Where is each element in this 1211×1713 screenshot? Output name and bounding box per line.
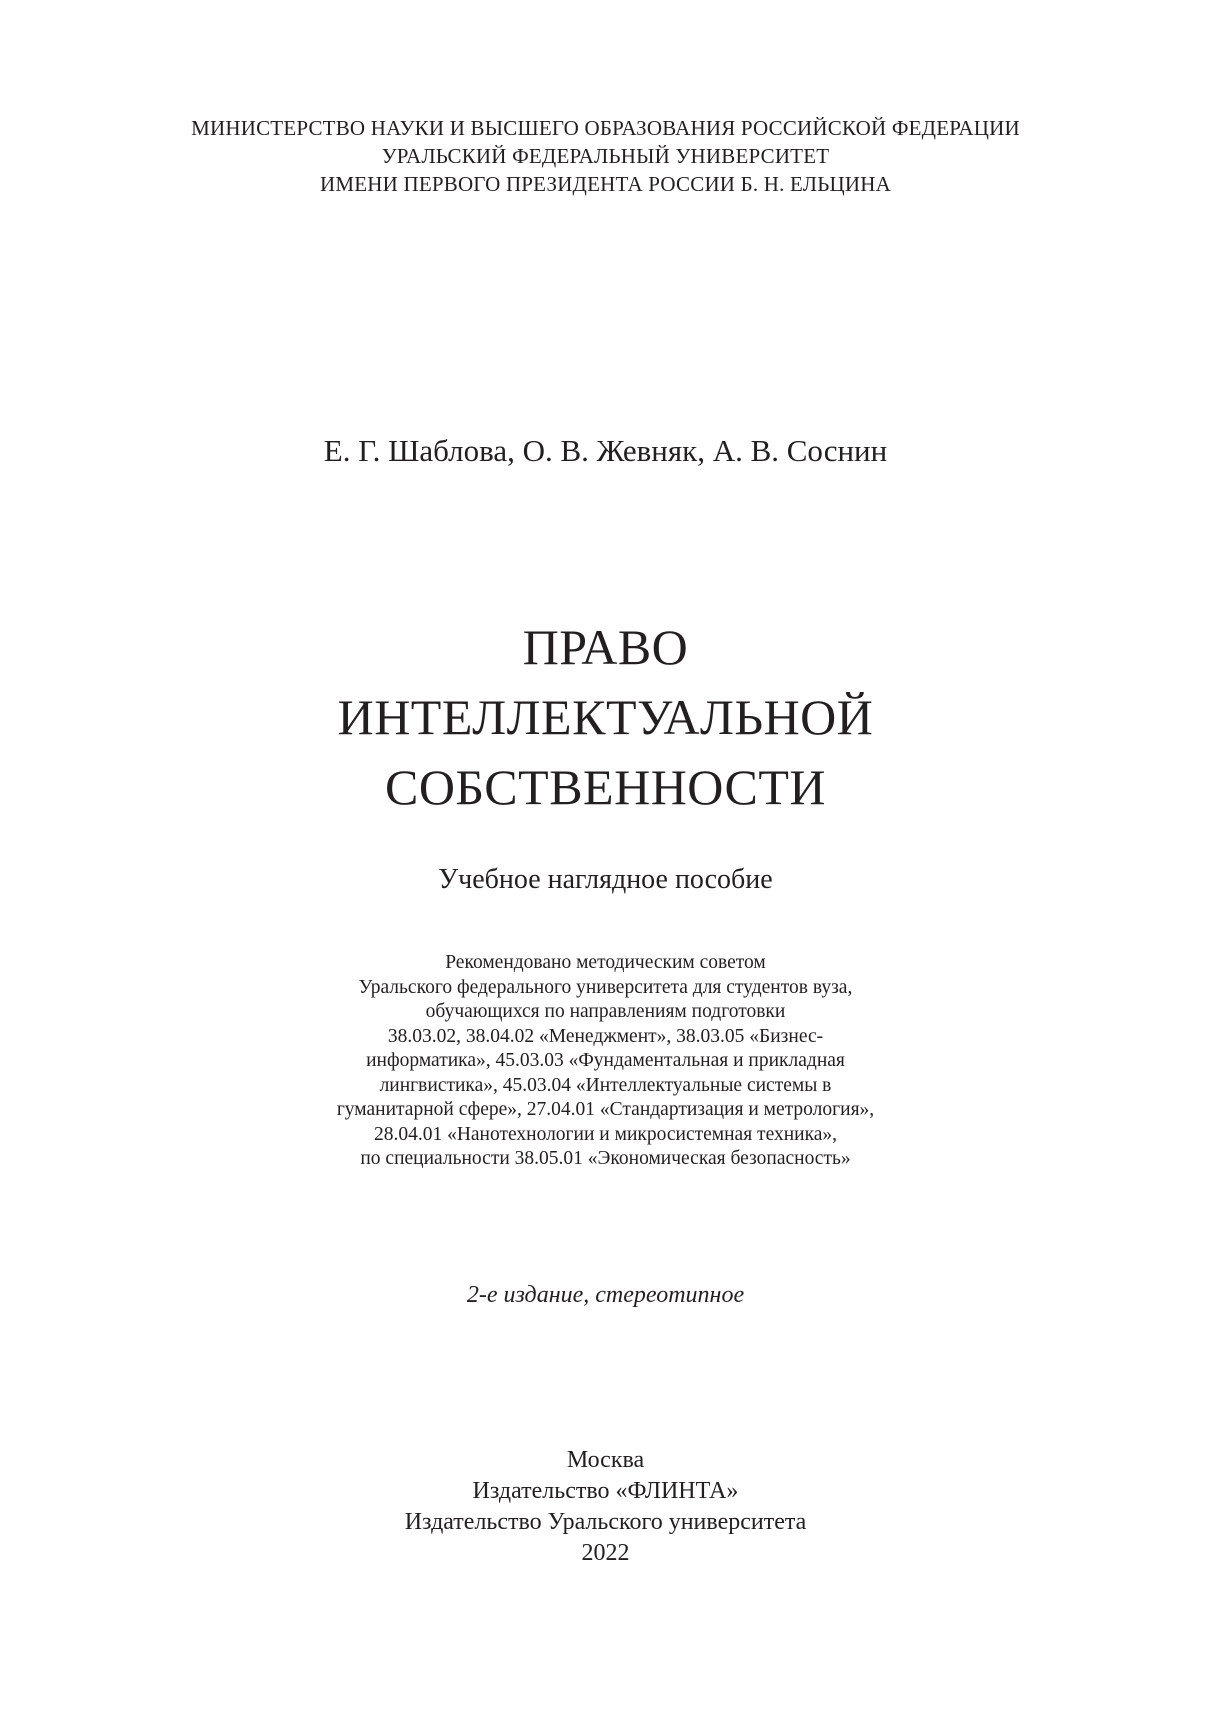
recommendation-line: обучающихся по направлениям подготовки xyxy=(425,1001,786,1022)
header-line-university: УРАЛЬСКИЙ ФЕДЕРАЛЬНЫЙ УНИВЕРСИТЕТ xyxy=(381,144,830,168)
recommendation-line: 28.04.01 «Нанотехнологии и микросистемная техника», xyxy=(373,1123,838,1145)
recommendation-line: лингвистика», 45.03.04 «Интеллектуальные системы в xyxy=(379,1074,832,1096)
authors: Е. Г. Шаблова, О. В. Жевняк, А. В. Соснин xyxy=(323,433,888,468)
imprint xyxy=(0,1445,1211,1569)
imprint-year: 2022 xyxy=(581,1540,630,1566)
imprint-publisher-flinta: Издательство «ФЛИНТА» xyxy=(472,1478,739,1504)
title-line-3: СОБСТВЕННОСТИ xyxy=(384,759,827,815)
header-line-university-named: ИМЕНИ ПЕРВОГО ПРЕЗИДЕНТА РОССИИ Б. Н. ЕЛЬЦИНА xyxy=(320,172,891,196)
recommendation-line: Рекомендовано методическим советом xyxy=(445,952,766,973)
book-title xyxy=(0,612,1211,822)
edition-note: 2-е издание, стереотипное xyxy=(466,1282,745,1308)
title-line-1: ПРАВО xyxy=(522,619,689,675)
recommendation-line: по специальности 38.05.01 «Экономическая безопасность» xyxy=(360,1148,851,1169)
book-subtitle: Учебное наглядное пособие xyxy=(438,864,773,895)
imprint-city: Москва xyxy=(566,1447,645,1473)
recommendation-line: информатика», 45.03.03 «Фундаментальная и прикладная xyxy=(366,1050,845,1071)
recommendation-line: 38.03.02, 38.04.02 «Менеджмент», 38.03.05 «Бизнес- xyxy=(387,1025,824,1047)
imprint-publisher-ural-university: Издательство Уральского университета xyxy=(404,1509,807,1535)
recommendation-line: гуманитарной сфере», 27.04.01 «Стандартизация и метрология», xyxy=(336,1099,875,1120)
header-line-ministry: МИНИСТЕРСТВО НАУКИ И ВЫСШЕГО ОБРАЗОВАНИЯ РОССИЙСКОЙ ФЕДЕРАЦИИ xyxy=(191,116,1020,140)
title-line-2: ИНТЕЛЛЕКТУАЛЬНОЙ xyxy=(337,689,874,745)
ministry-header xyxy=(0,114,1211,198)
recommendation-statement xyxy=(0,951,1211,1172)
recommendation-line: Уральского федерального университета для студентов вуза, xyxy=(358,976,853,998)
